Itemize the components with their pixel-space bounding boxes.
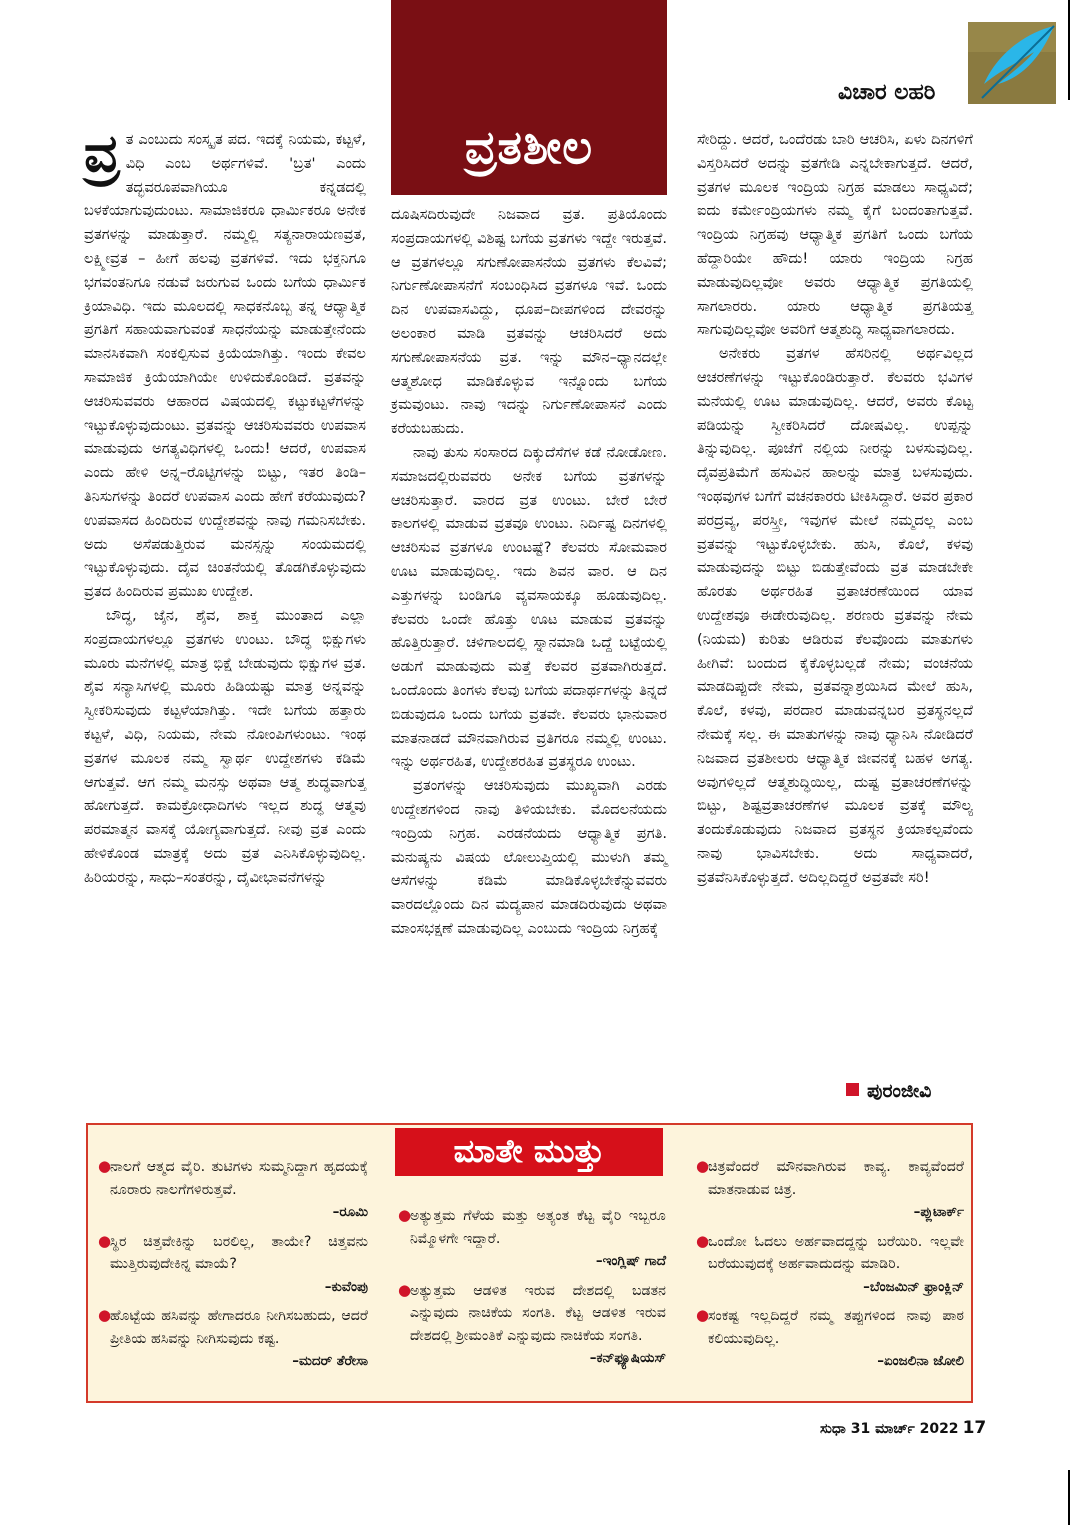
quotes-column-1 (98, 1155, 368, 1379)
quotes-column-3 (696, 1155, 964, 1379)
square-bullet-icon (846, 1083, 859, 1096)
quote-text: ಅತ್ಯುತ್ತಮ ಗೆಳೆಯ ಮತ್ತು ಅತ್ಯಂತ ಕೆಟ್ಟ ವೈರಿ ಇಬ್ಬರೂ ನಿಮ್ಮೊಳಗೇ ಇದ್ದಾರೆ. (410, 1208, 666, 1247)
article-paragraph: ನಾವು ತುಸು ಸಂಸಾರದ ದಿಕ್ಕುದೆಸೆಗಳ ಕಡೆ ನೋಡೋಣ. ಸಮಾಜದಲ್ಲಿರುವವರು ಅನೇಕ ಬಗೆಯ ವ್ರತಗಳನ್ನು ಆಚರಿಸುತ್ತಾರೆ. ವಾರದ ವ್ರತ ಉಂಟು. ಬೇರೆ ಬೇರೆ ಕಾಲಗಳಲ್ಲಿ ಮಾಡುವ ವ್ರತವೂ ಉಂಟು. ನಿರ್ದಿಷ್ಟ ದಿನಗಳಲ್ಲಿ ಆಚರಿಸುವ ವ್ರತಗಳೂ ಉಂಟಷ್ಟೆ? ಕೆಲವರು ಸೋಮವಾರ ಊಟ ಮಾಡುವುದಿಲ್ಲ. ಇದು ಶಿವನ ವಾರ. ಆ ದಿನ ಎತ್ತುಗಳನ್ನು ಬಂಡಿಗೂ ವ್ಯವಸಾಯಕ್ಕೂ ಹೂಡುವುದಿಲ್ಲ. ಕೆಲವರು ಒಂದೇ ಹೊತ್ತು ಊಟ ಮಾಡುವ ವ್ರತವನ್ನು ಹೊತ್ತಿರುತ್ತಾರೆ. ಚಳಿಗಾಲದಲ್ಲಿ ಸ್ನಾನಮಾಡಿ ಒದ್ದೆ ಬಟ್ಟೆಯಲ್ಲಿ ಅಡುಗೆ ಮಾಡುವುದು ಮತ್ತೆ ಕೆಲವರ ವ್ರತವಾಗಿರುತ್ತದೆ. ಒಂದೊಂದು ತಿಂಗಳು ಕೆಲವು ಬಗೆಯ ಪದಾರ್ಥಗಳನ್ನು ತಿನ್ನದೆ ಬಿಡುವುದೂ ಒಂದು ಬಗೆಯ ವ್ರತವೇ. ಕೆಲವರು ಭಾನುವಾರ ಮಾತನಾಡದೆ ಮೌನವಾಗಿರುವ ವ್ರತಿಗರೂ ನಮ್ಮಲ್ಲಿ ಉಂಟು. ಇನ್ನು ಅರ್ಥರಹಿತ, ಉದ್ದೇಶರಹಿತ ವ್ರತಸ್ಥರೂ ಉಂಟು. (391, 443, 667, 771)
quote-author: –ಕನ್‌ಫ್ಯೂಷಿಯಸ್ (589, 1350, 666, 1366)
quotes-title: ಮಾತೇ ಮುತ್ತು (453, 1132, 605, 1170)
article-paragraph: ತ ಎಂಬುದು ಸಂಸ್ಕೃತ ಪದ. ಇದಕ್ಕೆ ನಿಯಮ, ಕಟ್ಟಳೆ, ವಿಧಿ ಎಂಬ ಅರ್ಥಗಳಿವೆ. 'ಬ್ರತ' ಎಂದು ತದ್ಭವರೂಪವಾಗಿಯೂ ಕನ್ನಡದಲ್ಲಿ ಬಳಕೆಯಾಗುವುದುಂಟು. ಸಾಮಾಜಿಕರೂ ಧಾರ್ಮಿಕರೂ ಅನೇಕ ವ್ರತಗಳನ್ನು ಮಾಡುತ್ತಾರೆ. ನಮ್ಮಲ್ಲಿ ಸತ್ಯನಾರಾಯಣವ್ರತ, ಲಕ್ಷ್ಮೀವ್ರತ – ಹೀಗೆ ಹಲವು ವ್ರತಗಳಿವೆ. ಇದು ಭಕ್ತನಿಗೂ ಭಗವಂತನಿಗೂ ನಡುವೆ ಜರುಗುವ ಒಂದು ಬಗೆಯ ಧಾರ್ಮಿಕ ಕ್ರಿಯಾವಿಧಿ. ಇದು ಮೂಲದಲ್ಲಿ ಸಾಧಕನೊಬ್ಬ ತನ್ನ ಆಧ್ಯಾತ್ಮಿಕ ಪ್ರಗತಿಗೆ ಸಹಾಯವಾಗುವಂತೆ ಸಾಧನೆಯನ್ನು ಮಾಡುತ್ತೇನೆಂದು ಮಾನಸಿಕವಾಗಿ ಸಂಕಲ್ಪಿಸುವ ಕ್ರಿಯೆಯಾಗಿತ್ತು. ಇಂದು ಕೇವಲ ಸಾಮಾಜಿಕ ಕ್ರಿಯೆಯಾಗಿಯೇ ಉಳಿದುಕೊಂಡಿದೆ. ವ್ರತವನ್ನು ಆಚರಿಸುವವರು ಆಹಾರದ ವಿಷಯದಲ್ಲಿ ಕಟ್ಟುಕಟ್ಟಳೆಗಳನ್ನು ಇಟ್ಟುಕೊಳ್ಳುವುದುಂಟು. ವ್ರತವನ್ನು ಆಚರಿಸುವವರು ಉಪವಾಸ ಮಾಡುವುದು ಅಗತ್ಯವಿಧಿಗಳಲ್ಲಿ ಒಂದು! ಆದರೆ, ಉಪವಾಸ ಎಂದು ಹೇಳಿ ಅನ್ನ–ರೊಟ್ಟಿಗಳನ್ನು ಬಿಟ್ಟು, ಇತರ ತಿಂಡಿ–ತಿನಿಸುಗಳನ್ನು ತಿಂದರೆ ಉಪವಾಸ ಎಂದು ಹೇಗೆ ಕರೆಯುವುದು? ಉಪವಾಸದ ಹಿಂದಿರುವ ಉದ್ದೇಶವನ್ನು ನಾವು ಗಮನಿಸಬೇಕು. ಅದು ಅಸೆಪಡುತ್ತಿರುವ ಮನಸ್ಸನ್ನು ಸಂಯಮದಲ್ಲಿ ಇಟ್ಟುಕೊಳ್ಳುವುದು. ದೈವ ಚಿಂತನೆಯಲ್ಲಿ ತೊಡಗಿಕೊಳ್ಳುವುದು ವ್ರತದ ಹಿಂದಿರುವ ಪ್ರಮುಖ ಉದ್ದೇಶ. (84, 131, 366, 601)
quote-item (696, 1230, 964, 1299)
bullet-icon: ● (696, 1306, 710, 1324)
section-label: ವಿಚಾರ ಲಹರಿ (838, 80, 936, 105)
article-paragraph: ಅನೇಕರು ವ್ರತಗಳ ಹೆಸರಿನಲ್ಲಿ ಅರ್ಥವಿಲ್ಲದ ಆಚರಣೆಗಳನ್ನು ಇಟ್ಟುಕೊಂಡಿರುತ್ತಾರೆ. ಕೆಲವರು ಭವಿಗಳ ಮನೆಯಲ್ಲಿ ಊಟ ಮಾಡುವುದಿಲ್ಲ. ಆದರೆ, ಅವರು ಕೊಟ್ಟ ಪಡಿಯನ್ನು ಸ್ವೀಕರಿಸಿದರೆ ದೋಷವಿಲ್ಲ. ಉಪ್ಪನ್ನು ತಿನ್ನುವುದಿಲ್ಲ. ಪೂಜೆಗೆ ನಲ್ಲಿಯ ನೀರನ್ನು ಬಳಸುವುದಿಲ್ಲ. ದೈವಪ್ರತಿಮೆಗೆ ಹಸುವಿನ ಹಾಲನ್ನು ಮಾತ್ರ ಬಳಸುವುದು. ಇಂಥವುಗಳ ಬಗೆಗೆ ವಚನಕಾರರು ಟೀಕಿಸಿದ್ದಾರೆ. ಅವರ ಪ್ರಕಾರ ಪರದ್ರವ್ಯ, ಪರಸ್ತ್ರೀ, ಇವುಗಳ ಮೇಲೆ ನಮ್ಮದಲ್ಲ ಎಂಬ ವ್ರತವನ್ನು ಇಟ್ಟುಕೊಳ್ಳಬೇಕು. ಹುಸಿ, ಕೊಲೆ, ಕಳವು ಮಾಡುವುದನ್ನು ಬಿಟ್ಟು ಬಿಡುತ್ತೇವೆಂದು ವ್ರತ ಮಾಡಬೇಕೇ ಹೊರತು ಅರ್ಥರಹಿತ ವ್ರತಾಚರಣೆಯಿಂದ ಯಾವ ಉದ್ದೇಶವೂ ಈಡೇರುವುದಿಲ್ಲ. ಶರಣರು ವ್ರತವನ್ನು ನೇಮ (ನಿಯಮ) ಕುರಿತು ಆಡಿರುವ ಕೆಲವೊಂದು ಮಾತುಗಳು ಹೀಗಿವೆ: ಬಂದುದ ಕೈಕೊಳ್ಳಬಲ್ಲಡೆ ನೇಮ; ವಂಚನೆಯ ಮಾಡದಿಪ್ಪುದೇ ನೇಮ, ವ್ರತವನ್ನಾಶ್ರಯಿಸಿದ ಮೇಲೆ ಹುಸಿ, ಕೊಲೆ, ಕಳವು, ಪರದಾರ ಮಾಡುವನ್ನಬರ ವ್ರತಸ್ಥನಲ್ಲದೆ ನೇಮಕ್ಕೆ ಸಲ್ಲ. ಈ ಮಾತುಗಳನ್ನು ನಾವು ಧ್ಯಾನಿಸಿ ನೋಡಿದರೆ ನಿಜವಾದ ವ್ರತಶೀಲರು ಆಧ್ಯಾತ್ಮಿಕ ಜೀವನಕ್ಕೆ ಬಹಳ ಅಗತ್ಯ. ಅವುಗಳಿಲ್ಲದೆ ಆತ್ಮಶುದ್ಧಿಯಿಲ್ಲ, ದುಷ್ಟ ವ್ರತಾಚರಣೆಗಳನ್ನು ಬಿಟ್ಟು, ಶಿಷ್ಟವ್ರತಾಚರಣೆಗಳ ಮೂಲಕ ವ್ರತಕ್ಕೆ ಮೌಲ್ಯ ತಂದುಕೊಡುವುದು ನಿಜವಾದ ವ್ರತಸ್ಥನ ಕ್ರಿಯಾಕಲ್ಪವೆಂದು ನಾವು ಭಾವಿಸಬೇಕು. ಅದು ಸಾಧ್ಯವಾದರೆ, ವ್ರತವೆನಿಸಿಕೊಳ್ಳುತ್ತದೆ. ಅದಿಲ್ಲದಿದ್ದರೆ ಅವ್ರತವೇ ಸರಿ! (697, 345, 973, 886)
bullet-icon: ● (398, 1206, 412, 1224)
article-paragraph: ಸೇರಿದ್ದು. ಆದರೆ, ಒಂದೆರಡು ಬಾರಿ ಆಚರಿಸಿ, ಏಳು ದಿನಗಳಿಗೆ ವಿಸ್ತರಿಸಿದರೆ ಅದನ್ನು ವ್ರತಗೇಡಿ ಎನ್ನಬೇಕಾಗುತ್ತದೆ. ಆದರೆ, ವ್ರತಗಳ ಮೂಲಕ ಇಂದ್ರಿಯ ನಿಗ್ರಹ ಮಾಡಲು ಸಾಧ್ಯವಿದೆ; ಐದು ಕರ್ಮೇಂದ್ರಿಯಗಳು ನಮ್ಮ ಕೈಗೆ ಬಂದಂತಾಗುತ್ತವೆ. ಇಂದ್ರಿಯ ನಿಗ್ರಹವು ಆಧ್ಯಾತ್ಮಿಕ ಪ್ರಗತಿಗೆ ಒಂದು ಬಗೆಯ ಹೆದ್ದಾರಿಯೇ ಹೌದು! ಯಾರು ಇಂದ್ರಿಯ ನಿಗ್ರಹ ಮಾಡುವುದಿಲ್ಲವೋ ಅವರು ಆಧ್ಯಾತ್ಮಿಕ ಪ್ರಗತಿಯಲ್ಲಿ ಸಾಗಲಾರರು. ಯಾರು ಆಧ್ಯಾತ್ಮಿಕ ಪ್ರಗತಿಯತ್ತ ಸಾಗುವುದಿಲ್ಲವೋ ಅವರಿಗೆ ಆತ್ಮಶುದ್ಧಿ ಸಾಧ್ಯವಾಗಲಾರದು. (697, 131, 973, 339)
quote-author: –ಬೆಂಜಮಿನ್ ಫ್ರಾಂಕ್ಲಿನ್ (863, 1278, 964, 1295)
feather-icon (968, 22, 1056, 104)
quote-author: –ರೂಮಿ (332, 1204, 368, 1220)
quote-item (98, 1155, 368, 1224)
author-byline (846, 1080, 931, 1102)
quote-item (98, 1230, 368, 1299)
bullet-icon: ● (98, 1306, 112, 1324)
quote-item (98, 1304, 368, 1373)
author-name: ಪುರಂಜೀವಿ (867, 1080, 932, 1102)
bullet-icon: ● (98, 1231, 112, 1250)
quote-text: ಸ್ಥಿರ ಚಿತ್ತವೇಕಿನ್ನು ಬರಲಿಲ್ಲ, ತಾಯೇ? ಚಿತ್ತವನು ಮುತ್ತಿರುವುದೇಕಿನ್ನ ಮಾಯೆ? (110, 1233, 368, 1272)
quote-author: –ಏಂಜಲಿನಾ ಜೋಲಿ (877, 1353, 964, 1369)
article-paragraph: ಬೌದ್ಧ, ಜೈನ, ಶೈವ, ಶಾಕ್ತ ಮುಂತಾದ ಎಲ್ಲಾ ಸಂಪ್ರದಾಯಗಳಲ್ಲೂ ವ್ರತಗಳು ಉಂಟು. ಬೌದ್ಧ ಭಿಕ್ಷುಗಳು ಮೂರು ಮನೆಗಳಲ್ಲಿ ಮಾತ್ರ ಭಿಕ್ಷೆ ಬೇಡುವುದು ಭಿಕ್ಷುಗಳ ವ್ರತ. ಶೈವ ಸನ್ಯಾಸಿಗಳಲ್ಲಿ ಮೂರು ಹಿಡಿಯಷ್ಟು ಮಾತ್ರ ಅನ್ನವನ್ನು ಸ್ವೀಕರಿಸುವುದು ಕಟ್ಟಳೆಯಾಗಿತ್ತು. ಇದೇ ಬಗೆಯ ಹತ್ತಾರು ಕಟ್ಟಳೆ, ವಿಧಿ, ನಿಯಮ, ನೇಮ ನೋಂಪಿಗಳುಂಟು. ಇಂಥ ವ್ರತಗಳ ಮೂಲಕ ನಮ್ಮ ಸ್ವಾರ್ಥ ಉದ್ದೇಶಗಳು ಕಡಿಮೆ ಆಗುತ್ತವೆ. ಆಗ ನಮ್ಮ ಮನಸ್ಸು ಅಥವಾ ಆತ್ಮ ಶುದ್ಧವಾಗುತ್ತ ಹೋಗುತ್ತದೆ. ಕಾಮಕ್ರೋಧಾದಿಗಳು ಇಲ್ಲದ ಶುದ್ಧ ಆತ್ಮವು ಪರಮಾತ್ಮನ ವಾಸಕ್ಕೆ ಯೋಗ್ಯವಾಗುತ್ತದೆ. ನೀವು ವ್ರತ ಎಂದು ಹೇಳಿಕೊಂಡ ಮಾತ್ರಕ್ಕೆ ಅದು ವ್ರತ ಎನಿಸಿಕೊಳ್ಳುವುದಿಲ್ಲ. ಹಿರಿಯರನ್ನು, ಸಾಧು–ಸಂತರನ್ನು, ದೈವೀಭಾವನೆಗಳನ್ನು (84, 606, 366, 886)
quote-author: –ಪ್ಲುಟಾರ್ಕ್ (913, 1204, 964, 1220)
crop-mark (1068, 0, 1070, 100)
quotes-column-2 (398, 1204, 666, 1376)
page-number: 17 (962, 1418, 987, 1438)
quote-text: ಚಿತ್ರವೆಂದರೆ ಮೌನವಾಗಿರುವ ಕಾವ್ಯ. ಕಾವ್ಯವೆಂದರೆ ಮಾತನಾಡುವ ಚಿತ್ರ. (708, 1159, 964, 1198)
crop-mark (1068, 1470, 1070, 1525)
quote-item (398, 1204, 666, 1273)
quote-text: ಸಂಕಷ್ಟ ಇಲ್ಲದಿದ್ದರೆ ನಮ್ಮ ತಪ್ಪುಗಳಿಂದ ನಾವು ಪಾಠ ಕಲಿಯುವುದಿಲ್ಲ. (708, 1308, 964, 1347)
page-title: ವ್ರತಶೀಲ (464, 120, 594, 174)
bullet-icon: ● (398, 1280, 412, 1299)
quote-author: –ಮದರ್ ತೆರೇಸಾ (292, 1353, 368, 1369)
article-column-1 (84, 124, 366, 890)
article-paragraph: ದೂಷಿಸದಿರುವುದೇ ನಿಜವಾದ ವ್ರತ. ಪ್ರತಿಯೊಂದು ಸಂಪ್ರದಾಯಗಳಲ್ಲಿ ವಿಶಿಷ್ಟ ಬಗೆಯ ವ್ರತಗಳು ಇದ್ದೇ ಇರುತ್ತವೆ. ಆ ವ್ರತಗಳಲ್ಲೂ ಸಗುಣೋಪಾಸನೆಯ ವ್ರತಗಳು ಕೆಲವಿವೆ; ನಿರ್ಗುಣೋಪಾಸನೆಗೆ ಸಂಬಂಧಿಸಿದ ವ್ರತಗಳೂ ಇವೆ. ಒಂದು ದಿನ ಉಪವಾಸವಿದ್ದು, ಧೂಪ–ದೀಪಗಳಿಂದ ದೇವರನ್ನು ಅಲಂಕಾರ ಮಾಡಿ ವ್ರತವನ್ನು ಆಚರಿಸಿದರೆ ಅದು ಸಗುಣೋಪಾಸನೆಯ ವ್ರತ. ಇನ್ನು ಮೌನ–ಧ್ಯಾನದಲ್ಲೇ ಆತ್ಮಶೋಧ ಮಾಡಿಕೊಳ್ಳುವ ಇನ್ನೊಂದು ಬಗೆಯ ಕ್ರಮವುಂಟು. ನಾವು ಇದನ್ನು ನಿರ್ಗುಣೋಪಾಸನೆ ಎಂದು ಕರೆಯಬಹುದು. (391, 206, 667, 438)
quote-author: –ಇಂಗ್ಲಿಷ್ ಗಾದೆ (595, 1253, 666, 1269)
bullet-icon: ● (696, 1231, 710, 1250)
bullet-icon: ● (98, 1157, 112, 1175)
quote-author: –ಕುವೆಂಪು (324, 1278, 368, 1295)
quote-item (696, 1304, 964, 1373)
quote-text: ನಾಲಗೆ ಆತ್ಮದ ವೈರಿ. ತುಟಿಗಳು ಸುಮ್ಮನಿದ್ದಾಗ ಹೃದಯಕ್ಕೆ ನೂರಾರು ನಾಲಗೆಗಳಿರುತ್ತವೆ. (110, 1159, 368, 1198)
article-column-2 (391, 203, 667, 941)
dropcap: ವ್ರ (84, 124, 120, 184)
article-paragraph: ವ್ರತಂಗಳನ್ನು ಆಚರಿಸುವುದು ಮುಖ್ಯವಾಗಿ ಎರಡು ಉದ್ದೇಶಗಳಿಂದ ನಾವು ತಿಳಿಯಬೇಕು. ಮೊದಲನೆಯದು ಇಂದ್ರಿಯ ನಿಗ್ರಹ. ಎರಡನೆಯದು ಆಧ್ಯಾತ್ಮಿಕ ಪ್ರಗತಿ. ಮನುಷ್ಯನು ವಿಷಯ ಲೋಲುಪ್ತಿಯಲ್ಲಿ ಮುಳುಗಿ ತಮ್ಮ ಆಸೆಗಳನ್ನು ಕಡಿಮೆ ಮಾಡಿಕೊಳ್ಳಬೇಕೆನ್ನುವವರು ವಾರದಲ್ಲೊಂದು ದಿನ ಮದ್ಯಪಾನ ಮಾಡದಿರುವುದು ಅಥವಾ ಮಾಂಸಭಕ್ಷಣೆ ಮಾಡುವುದಿಲ್ಲ ಎಂಬುದು ಇಂದ್ರಿಯ ನಿಗ್ರಹಕ್ಕೆ (391, 777, 667, 937)
quote-text: ಹೊಟ್ಟೆಯ ಹಸಿವನ್ನು ಹೇಗಾದರೂ ನೀಗಿಸಬಹುದು, ಆದರೆ ಪ್ರೀತಿಯ ಹಸಿವನ್ನು ನೀಗಿಸುವುದು ಕಷ್ಟ. (110, 1308, 368, 1347)
page-footer (820, 1418, 986, 1438)
quote-item (696, 1155, 964, 1224)
article-column-3 (697, 128, 973, 890)
quote-item (398, 1279, 666, 1370)
quote-text: ಅತ್ಯುತ್ತಮ ಆಡಳಿತ ಇರುವ ದೇಶದಲ್ಲಿ ಬಡತನ ಎನ್ನುವುದು ನಾಚಿಕೆಯ ಸಂಗತಿ. ಕೆಟ್ಟ ಆಡಳಿತ ಇರುವ ದೇಶದಲ್ಲಿ ಶ್ರೀಮಂತಿಕೆ ಎನ್ನುವುದು ನಾಚಿಕೆಯ ಸಂಗತಿ. (410, 1282, 666, 1344)
bullet-icon: ● (696, 1157, 710, 1175)
quote-text: ಒಂದೋ ಓದಲು ಅರ್ಹವಾದದ್ದನ್ನು ಬರೆಯಿರಿ. ಇಲ್ಲವೇ ಬರೆಯುವುದಕ್ಕೆ ಅರ್ಹವಾದುದನ್ನು ಮಾಡಿರಿ. (708, 1233, 964, 1272)
issue-info: ಸುಧಾ 31 ಮಾರ್ಚ್ 2022 (820, 1421, 959, 1437)
